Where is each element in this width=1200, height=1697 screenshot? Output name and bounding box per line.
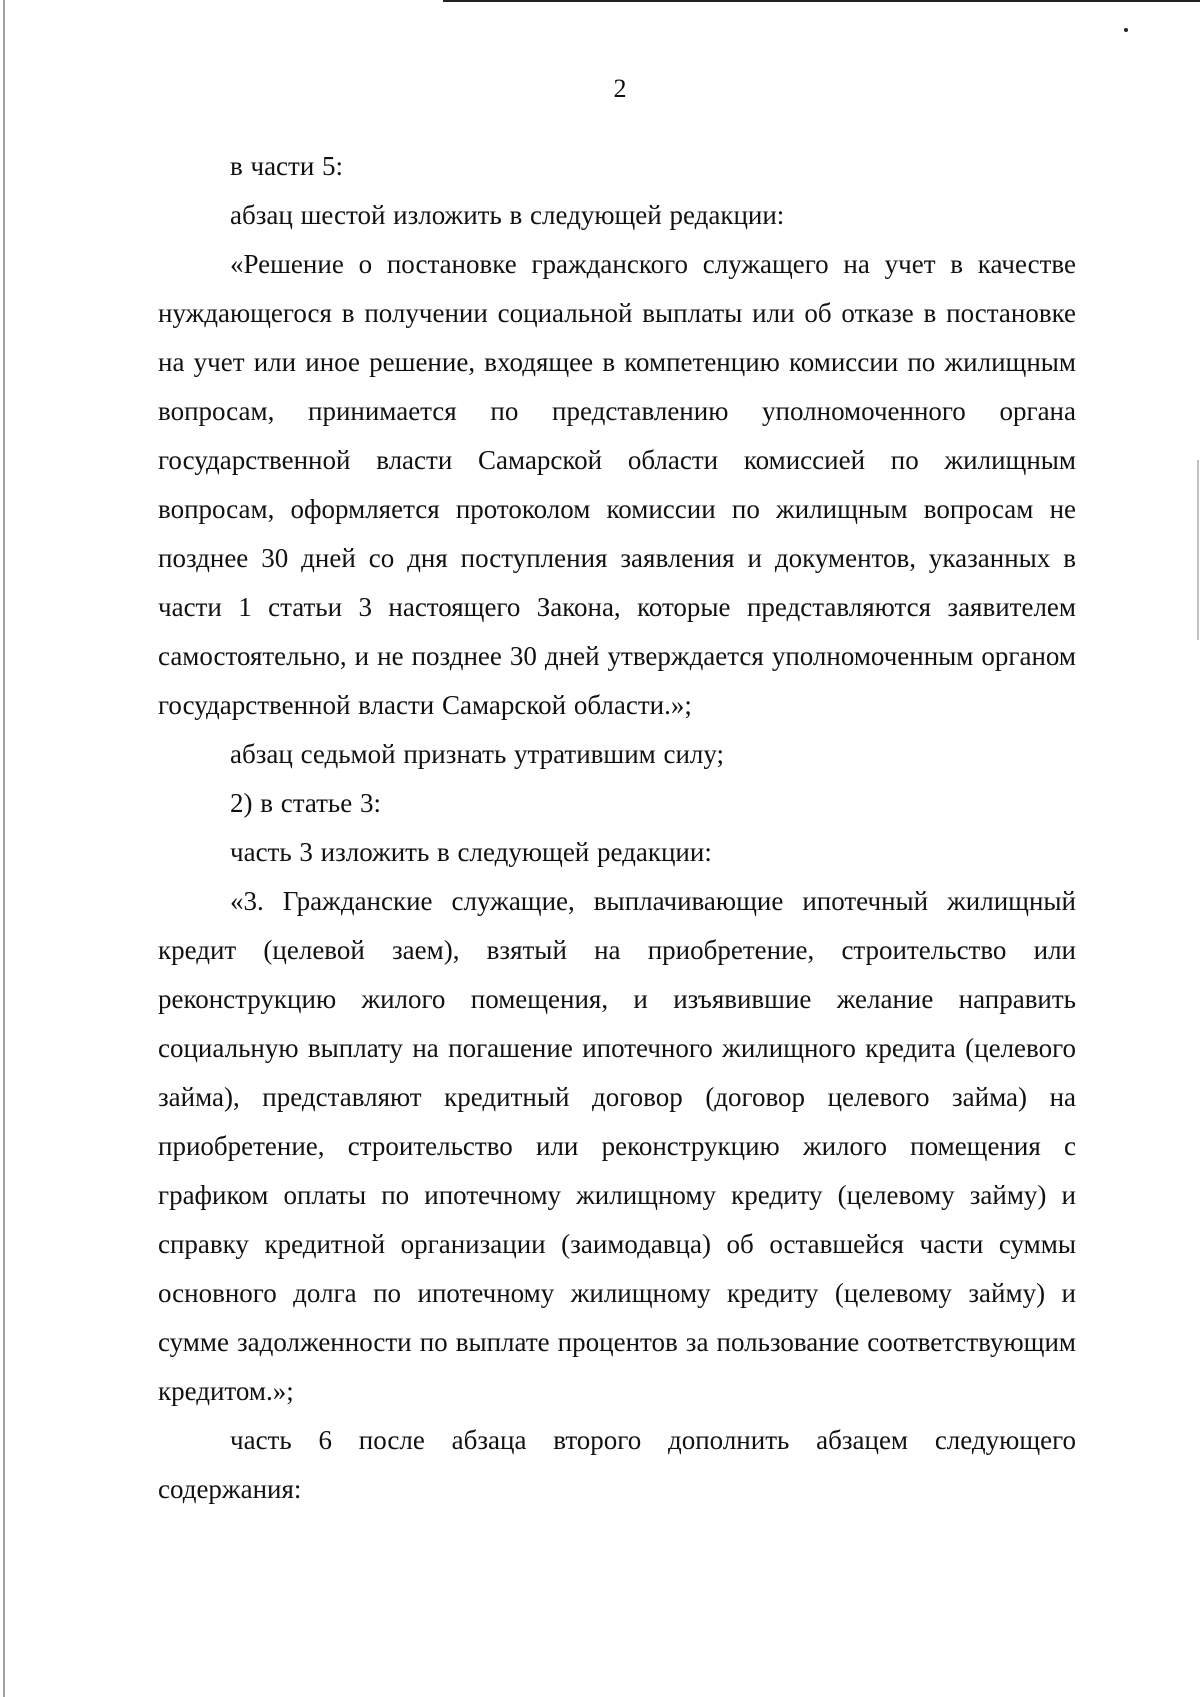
paragraph-part3-quote: «3. Гражданские служащие, выплачивающие ипотечный жилищный кредит (целевой заем), взятый на приобретение, строительство или реконструкцию жилого помещения, и изъявившие желание направить социальную выплату на погашение ипотечного жилищного кредита (целевого займа), представляют кредитный договор (договор целевого займа) на приобретение, строительство или реконструкцию жилого помещения с графиком оплаты по ипотечному жилищному кредиту (целевому займу) и справку кредитной организации (заимодавца) об оставшейся части суммы основного долга по ипотечному жилищному кредиту (целевому займу) и сумме задолженности по выплате процентов за пользование соответствующим кредитом.»; [158, 886, 1076, 1406]
paragraph-sixth-amend-intro: абзац шестой изложить в следующей редакции: [230, 200, 785, 230]
paragraph-part3-amend-intro: часть 3 изложить в следующей редакции: [230, 837, 712, 867]
page-number: 2 [613, 74, 627, 103]
document-body [158, 142, 1076, 1514]
paragraph-seventh-repeal: абзац седьмой признать утратившим силу; [230, 739, 725, 769]
paragraph-article3-intro: 2) в статье 3: [230, 788, 381, 818]
paragraph-part5-intro: в части 5: [230, 151, 344, 181]
paragraph-part6-addition: часть 6 после абзаца второго дополнить абзацем следующего содержания: [158, 1425, 1076, 1504]
paragraph-decision-quote: «Решение о постановке гражданского служащего на учет в качестве нуждающегося в получении социальной выплаты или об отказе в постановке на учет или иное решение, входящее в компетенцию комиссии по жилищным вопросам, принимается по представлению уполномоченного органа государственной власти Самарской области комиссией по жилищным вопросам, оформляется протоколом комиссии по жилищным вопросам не позднее 30 дней со дня поступления заявления и документов, указанных в части 1 статьи 3 настоящего Закона, которые представляются заявителем самостоятельно, и не позднее 30 дней утверждается уполномоченным органом государственной власти Самарской области.»; [158, 249, 1076, 720]
